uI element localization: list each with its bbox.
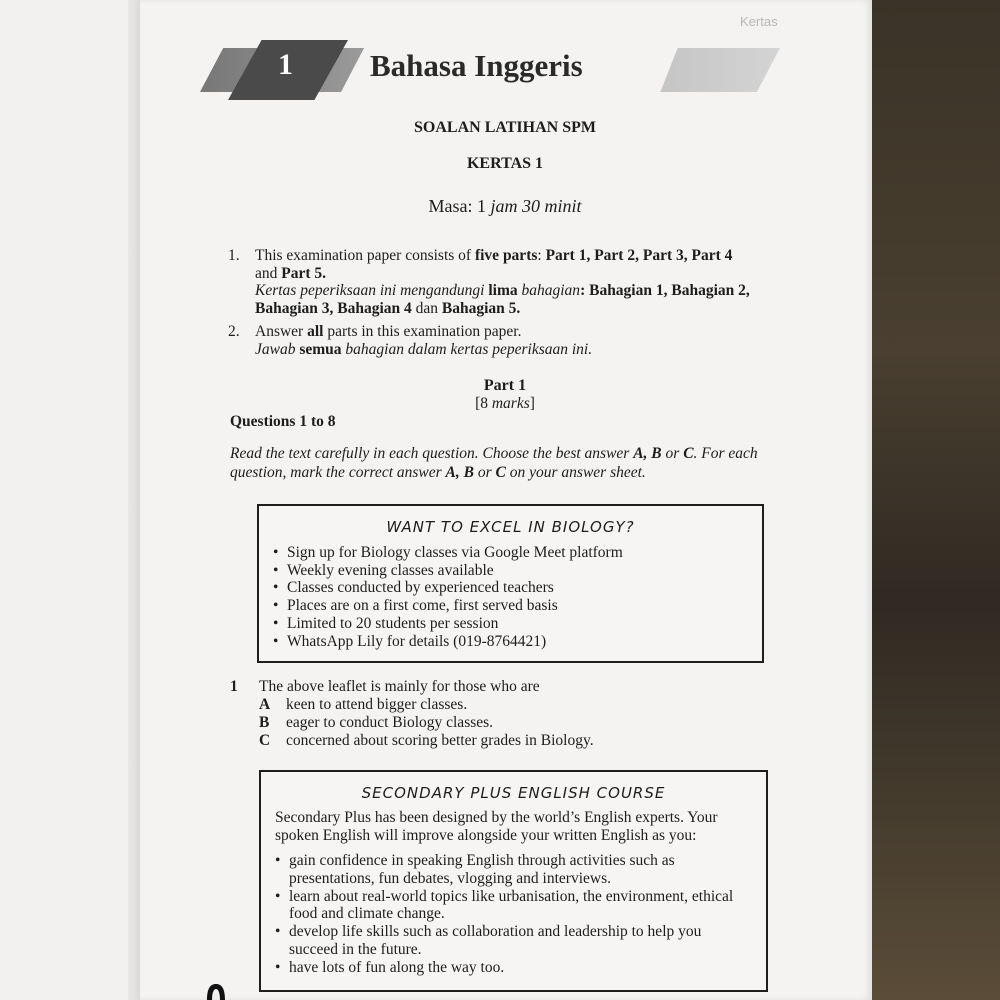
directions-bold: C	[495, 463, 506, 481]
part-marks	[140, 395, 870, 413]
instr-ms-text: Kertas peperiksaan ini mengandungi	[255, 282, 489, 299]
list-item: • WhatsApp Lily for details (019-8764421)	[273, 633, 623, 651]
list-item: • Limited to 20 students per session	[273, 615, 623, 633]
instr-en-text: :	[537, 247, 546, 264]
leaflet-biology	[257, 504, 764, 663]
list-item: • learn about real-world topics like urbanisation, the environment, ethical food and climate change.	[275, 888, 745, 924]
list-item: • develop life skills such as collaboration and leadership to help you succeed in the future.	[275, 923, 745, 959]
instr-en-text: parts in this examination paper.	[323, 323, 522, 340]
questions-range: Questions 1 to 8	[230, 413, 336, 430]
directions-text: or	[661, 445, 684, 462]
background-left	[0, 0, 140, 1000]
instruction-number: 1.	[228, 247, 240, 264]
instr-en-bold: Part 5.	[281, 264, 327, 282]
directions-text: or	[473, 463, 496, 481]
directions-text: Read the text carefully in each question. Choose the best answer	[230, 445, 634, 462]
leaflet-english-course	[259, 770, 768, 992]
instr-ms-text: bahagian	[517, 282, 581, 299]
leaflet-intro: Secondary Plus has been designed by the world’s English experts. Your spoken English will improve alongside your written English as you:	[275, 809, 718, 844]
directions-text: . For each question, mark the correct answer	[230, 445, 758, 481]
leaflet-title: WANT TO EXCEL IN BIOLOGY?	[386, 518, 635, 536]
instr-ms-bold: lima	[488, 282, 518, 299]
part-title: Part 1	[483, 377, 527, 394]
directions-text: on your answer sheet.	[505, 463, 646, 481]
list-item: • have lots of fun along the way too.	[275, 959, 745, 977]
list-item: • Places are on a first come, first served basis	[273, 597, 623, 615]
list-item: • Classes conducted by experienced teachers	[273, 579, 623, 597]
duration	[140, 196, 870, 217]
directions-bold: C	[683, 445, 694, 462]
option-letter: A	[259, 696, 271, 713]
paper-title: KERTAS 1	[466, 155, 544, 172]
publisher-logo-icon	[206, 983, 226, 1000]
chapter-number: 1	[278, 48, 293, 81]
leaflet-list	[273, 544, 623, 650]
instruction-text	[255, 323, 775, 358]
background-right	[860, 0, 1000, 1000]
instruction-text	[255, 247, 775, 317]
leaflet-title: SECONDARY PLUS ENGLISH COURSE	[361, 784, 666, 802]
instr-ms-bold: : Bahagian 1, Bahagian 2, Bahagian 3, Bahagian 4	[255, 282, 750, 317]
directions-bold: A, B	[445, 463, 474, 481]
option-letter: C	[259, 732, 271, 749]
instr-ms-text: Jawab	[255, 340, 300, 358]
directions	[230, 445, 770, 482]
option-letter: B	[259, 714, 270, 731]
option-text: concerned about scoring better grades in Biology.	[286, 732, 594, 749]
instr-en-bold: all	[307, 323, 324, 340]
instr-en-text: This examination paper consists of	[255, 247, 475, 264]
list-item: • Weekly evening classes available	[273, 562, 623, 580]
instr-en-bold: Part 1, Part 2, Part 3, Part 4	[545, 247, 733, 264]
chapter-banner	[200, 40, 780, 100]
duration-value: jam 30 minit	[490, 196, 582, 216]
instr-ms-text: dan	[411, 299, 442, 317]
leaflet-list	[275, 852, 745, 977]
marks-open: [8	[475, 395, 492, 412]
instr-en-text: and	[255, 264, 282, 282]
list-item: • Sign up for Biology classes via Google Meet platform	[273, 544, 623, 562]
question-number: 1	[230, 678, 238, 695]
instr-en-text: Answer	[255, 323, 308, 340]
duration-label: Masa: 1	[428, 196, 491, 216]
marks-close: ]	[529, 395, 535, 412]
instr-ms-text: bahagian dalam kertas peperiksaan ini.	[341, 340, 593, 358]
instr-ms-bold: semua	[299, 340, 342, 358]
chapter-title: Bahasa Inggeris	[370, 48, 583, 83]
option-text: eager to conduct Biology classes.	[286, 714, 494, 731]
running-head: Kertas	[740, 14, 778, 29]
instr-en-bold: five parts	[474, 247, 538, 264]
instr-ms-bold: Bahagian 5.	[441, 299, 521, 317]
option-text: keen to attend bigger classes.	[286, 696, 468, 713]
marks-label: marks	[491, 395, 530, 412]
question-stem: The above leaflet is mainly for those who are	[259, 678, 540, 695]
instruction-number: 2.	[228, 323, 240, 340]
directions-bold: A, B	[633, 445, 662, 462]
list-item: • gain confidence in speaking English through activities such as presentations, fun debates, vlogging and interviews.	[275, 852, 745, 888]
exam-title: SOALAN LATIHAN SPM	[414, 119, 596, 136]
